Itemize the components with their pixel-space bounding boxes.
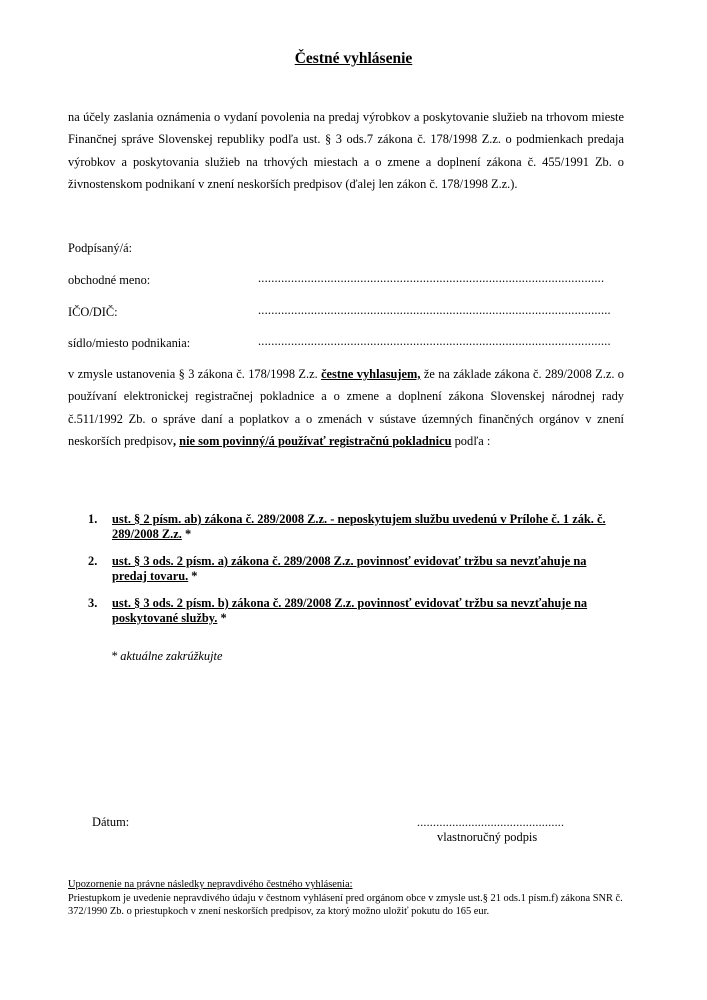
page-title: Čestné vyhlásenie xyxy=(294,50,413,67)
date-label: Dátum: xyxy=(92,815,130,829)
signer-label: Podpísaný/á: xyxy=(68,241,133,255)
declaration-text-1: v zmysle ustanovenia § 3 zákona č. 178/1998 Z.z. xyxy=(68,367,322,381)
signature-line[interactable]: .............................................. xyxy=(417,815,565,829)
warning-heading: Upozornenie na právne následky nepravdivého čestného vyhlásenia: xyxy=(68,879,353,890)
item-star: * xyxy=(217,611,227,625)
declaration-paragraph xyxy=(68,363,624,453)
list-item[interactable] xyxy=(88,596,618,626)
item-star: * xyxy=(181,527,192,541)
item-star: * xyxy=(188,569,198,583)
item-number: 3. xyxy=(88,596,98,610)
warning-text: Priestupkom je uvedenie nepravdivého údaju v čestnom vyhlásení pred orgánom obce v zmysle ust.§ 21 ods.1 písm.f) zákona SNR č. 372/1990 Zb. o priestupkoch v znení neskorších predpisov, za ktorý možno uložiť pokutu do 165 eur. xyxy=(68,892,623,918)
legal-warning xyxy=(68,878,628,919)
exemption-list xyxy=(88,512,618,638)
signature-label: vlastnoručný podpis xyxy=(437,830,538,844)
seat-label: sídlo/miesto podnikania: xyxy=(68,336,191,350)
seat-field[interactable]: ........................................................................................................... xyxy=(258,334,611,348)
declaration-text-3: podľa : xyxy=(451,434,491,449)
declaration-comma: , xyxy=(172,434,180,449)
declaration-bold-2: nie som povinný/á používať registračnú pokladnicu xyxy=(179,434,452,449)
item-text: ust. § 2 písm. ab) zákona č. 289/2008 Z.z. - neposkytujem službu uvedenú v Prílohe č. 1 zák. č. 289/2008 Z.z. xyxy=(112,512,606,541)
list-item[interactable] xyxy=(88,512,618,542)
ico-dic-field[interactable]: ........................................................................................................... xyxy=(258,303,611,317)
item-text: ust. § 3 ods. 2 písm. a) zákona č. 289/2008 Z.z. povinnosť evidovať tržbu sa nevzťahuje na predaj tovaru. xyxy=(112,554,587,583)
item-number: 1. xyxy=(88,512,98,526)
circle-note: * aktuálne zakrúžkujte xyxy=(111,649,223,663)
intro-paragraph: na účely zaslania oznámenia o vydaní povolenia na predaj výrobkov a poskytovanie služieb na trhovom mieste Finančnej správe Slovenskej republiky podľa ust. § 3 ods.7 zákona č. 178/1998 Z.z. o podmienkach predaja výrobkov a poskytovania služieb na trhových miestach a o zmene a doplnení zákona č. 455/1991 Zb. o živnostenskom podnikaní v znení neskorších predpisov (ďalej len zákon č. 178/1998 Z.z.). xyxy=(68,110,624,192)
business-name-field[interactable]: ......................................................................................................... xyxy=(258,271,605,285)
declaration-text-2: že na základe zákona č. 289/2008 Z.z. o používaní elektronickej registračnej pokladnice a o zmene a doplnení zákona Slovenskej národnej rady č.511/1992 Zb. o správe daní a poplatkov a o zmenách v sústave územných finančných orgánov v znení neskorších predpisov xyxy=(68,367,624,449)
declaration-bold-1: čestne vyhlasujem, xyxy=(321,367,421,381)
business-name-label: obchodné meno: xyxy=(68,273,151,287)
item-text: ust. § 3 ods. 2 písm. b) zákona č. 289/2008 Z.z. povinnosť evidovať tržbu sa nevzťahuje na poskytované služby. xyxy=(112,596,588,625)
ico-dic-label: IČO/DIČ: xyxy=(68,305,118,319)
item-number: 2. xyxy=(88,554,98,568)
list-item[interactable] xyxy=(88,554,618,584)
